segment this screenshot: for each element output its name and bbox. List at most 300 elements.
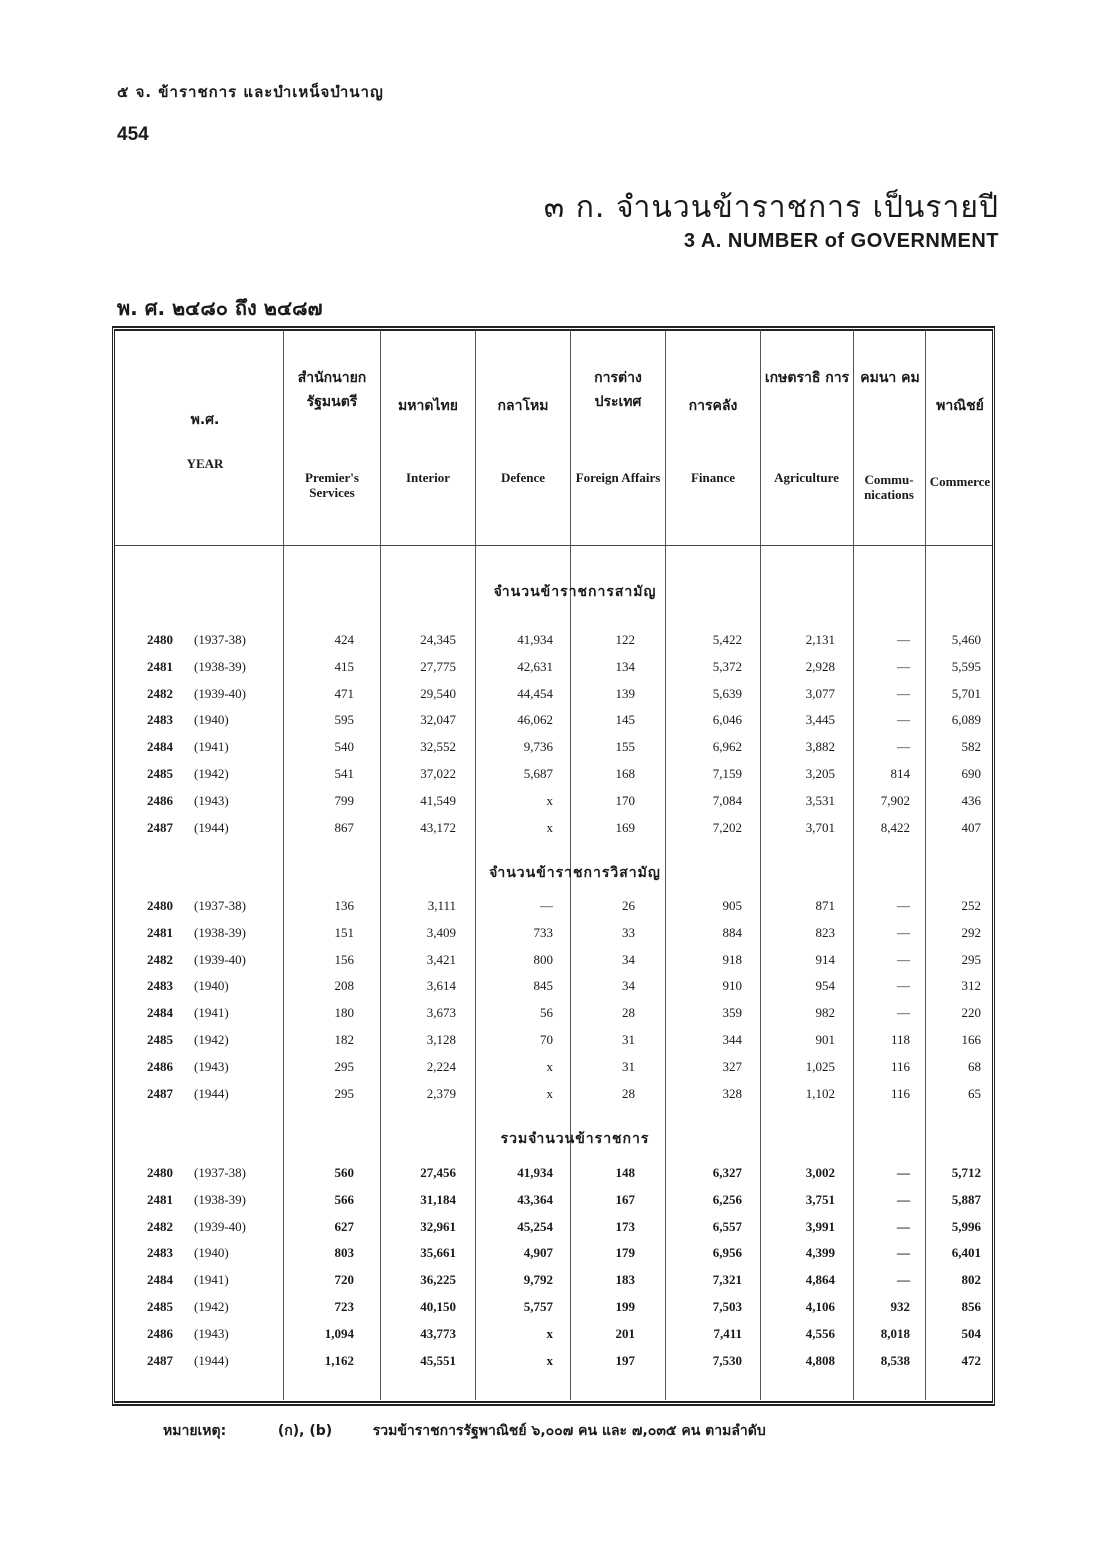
table-cell: 5,757 [523, 1299, 553, 1314]
table-cell: 910 [722, 978, 742, 993]
table-cell: 5,460 [951, 632, 981, 647]
table-cell: 6,256 [712, 1192, 742, 1207]
table-cell: 4,106 [805, 1299, 835, 1314]
table-cell: 32,961 [420, 1219, 456, 1234]
year-ce: (1942) [194, 1299, 229, 1314]
column-header-thai: คมนา คม [860, 370, 920, 386]
table-cell: 5,996 [951, 1219, 981, 1234]
table-cell: 690 [961, 766, 981, 781]
column-header-english: Agriculture [774, 470, 839, 485]
table-cell: 407 [961, 820, 981, 835]
table-title-english: 3 A. NUMBER of GOVERNMENT [683, 230, 999, 252]
table-cell: 44,454 [517, 686, 553, 701]
table-cell: 871 [815, 898, 835, 913]
table-cell: 845 [533, 978, 553, 993]
year-be: 2487 [147, 820, 173, 835]
table-cell: — [897, 898, 910, 913]
year-ce: (1942) [194, 766, 229, 781]
table-cell: 5,372 [712, 659, 742, 674]
table-cell: 7,411 [713, 1326, 742, 1341]
year-ce: (1943) [194, 1059, 229, 1074]
table-cell: 472 [961, 1353, 981, 1368]
table-cell: 3,111 [427, 898, 456, 913]
table-cell: — [897, 925, 910, 940]
year-ce: (1939-40) [194, 686, 246, 701]
year-be: 2484 [147, 1272, 173, 1287]
table-cell: 4,808 [805, 1353, 835, 1368]
table-cell: — [897, 1192, 910, 1207]
table-cell: 27,456 [420, 1165, 456, 1180]
table-cell: 34 [622, 952, 635, 967]
table-cell: 31,184 [420, 1192, 456, 1207]
table-cell: 723 [334, 1299, 354, 1314]
table-cell: 145 [615, 712, 635, 727]
table-cell: 2,224 [426, 1059, 456, 1074]
table-cell: x [546, 1086, 553, 1101]
table-cell: 7,902 [880, 793, 910, 808]
table-cell: 156 [334, 952, 354, 967]
year-be: 2487 [147, 1353, 173, 1368]
table-cell: 328 [722, 1086, 742, 1101]
table-row [115, 1165, 992, 1185]
column-rule [853, 330, 854, 1400]
table-cell: 2,379 [426, 1086, 456, 1101]
table-cell: 436 [961, 793, 981, 808]
table-cell: 8,422 [880, 820, 910, 835]
page-number: 454 [117, 124, 149, 145]
table-cell: 3,077 [805, 686, 835, 701]
table-cell: 3,673 [426, 1005, 456, 1020]
year-be: 2485 [147, 1032, 173, 1047]
year-ce: (1944) [194, 1086, 229, 1101]
table-cell: — [897, 712, 910, 727]
table-cell: 179 [615, 1245, 635, 1260]
year-be: 2484 [147, 739, 173, 754]
table-cell: 982 [815, 1005, 835, 1020]
table-cell: 122 [615, 632, 635, 647]
table-cell: 28 [622, 1086, 635, 1101]
table-row [115, 1219, 992, 1239]
table-cell: 29,540 [420, 686, 456, 701]
table-row [115, 739, 992, 759]
table-cell: — [897, 659, 910, 674]
year-be: 2482 [147, 686, 173, 701]
table-cell: 169 [615, 820, 635, 835]
year-be: 2482 [147, 952, 173, 967]
year-ce: (1938-39) [194, 659, 246, 674]
table-cell: x [546, 1326, 553, 1341]
table-row [115, 1272, 992, 1292]
table-cell: 183 [615, 1272, 635, 1287]
column-rule [760, 330, 761, 1400]
column-header-english: Premier's Services [305, 470, 359, 500]
table-cell: — [897, 1245, 910, 1260]
table-cell: 139 [615, 686, 635, 701]
section-title-special: จำนวนข้าราชการวิสามัญ [489, 865, 661, 881]
table-cell: — [897, 1272, 910, 1287]
table-cell: 9,736 [523, 739, 553, 754]
table-cell: 8,538 [880, 1353, 910, 1368]
year-ce: (1941) [194, 1005, 229, 1020]
running-head: ๕ จ. ข้าราชการ และบำเหน็จบำนาญ [117, 83, 384, 101]
table-cell: 6,557 [712, 1219, 742, 1234]
table-row [115, 712, 992, 732]
table-cell: 312 [961, 978, 981, 993]
table-row [115, 1059, 992, 1079]
table-cell: 1,162 [324, 1353, 354, 1368]
table-row [115, 1326, 992, 1346]
year-be: 2486 [147, 1059, 173, 1074]
section-title-total: รวมจำนวนข้าราชการ [500, 1131, 650, 1147]
table-cell: 3,128 [426, 1032, 456, 1047]
table-cell: — [897, 952, 910, 967]
column-rule [380, 330, 381, 1400]
column-header-english: Finance [690, 470, 736, 485]
table-row [115, 632, 992, 652]
table-cell: 252 [961, 898, 981, 913]
table-cell: 6,962 [712, 739, 742, 754]
table-cell: 41,549 [420, 793, 456, 808]
column-header-thai: สำนักนายก รัฐมนตรี [297, 370, 367, 410]
table-cell: 32,552 [420, 739, 456, 754]
year-ce: (1937-38) [194, 898, 246, 913]
table-cell: — [897, 1165, 910, 1180]
table-row [115, 978, 992, 998]
table-cell: 541 [334, 766, 354, 781]
column-header-thai: พาณิชย์ [936, 398, 984, 414]
table-cell: 932 [890, 1299, 910, 1314]
table-cell: 803 [334, 1245, 354, 1260]
column-header-english: Commerce [929, 474, 991, 489]
table-cell: 3,701 [805, 820, 835, 835]
table-cell: 359 [722, 1005, 742, 1020]
table-cell: 327 [722, 1059, 742, 1074]
year-be: 2486 [147, 1326, 173, 1341]
column-rule [283, 330, 284, 1400]
year-ce: (1937-38) [194, 1165, 246, 1180]
table-cell: 1,094 [324, 1326, 354, 1341]
table-cell: 627 [334, 1219, 354, 1234]
table-row [115, 820, 992, 840]
table-cell: 37,022 [420, 766, 456, 781]
table-cell: 197 [615, 1353, 635, 1368]
year-ce: (1938-39) [194, 1192, 246, 1207]
table-cell: 905 [722, 898, 742, 913]
table-cell: 424 [334, 632, 354, 647]
table-cell: 954 [815, 978, 835, 993]
year-be: 2485 [147, 1299, 173, 1314]
header-separator [115, 545, 992, 546]
table-row [115, 1086, 992, 1106]
table-cell: 3,531 [805, 793, 835, 808]
column-header-english: Commu- nications [864, 472, 914, 502]
table-cell: 3,751 [805, 1192, 835, 1207]
table-cell: 41,934 [517, 632, 553, 647]
year-ce: (1941) [194, 739, 229, 754]
table-cell: 6,089 [951, 712, 981, 727]
table-cell: 43,773 [420, 1326, 456, 1341]
year-header-english: YEAR [186, 456, 224, 471]
table-cell: 415 [334, 659, 354, 674]
year-ce: (1939-40) [194, 952, 246, 967]
table-cell: 170 [615, 793, 635, 808]
column-header-english: Foreign Affairs [575, 470, 661, 485]
table-cell: 3,445 [805, 712, 835, 727]
table-cell: 40,150 [420, 1299, 456, 1314]
table-cell: — [897, 632, 910, 647]
table-cell: 914 [815, 952, 835, 967]
column-header-thai: การต่าง ประเทศ [594, 370, 642, 410]
table-cell: 292 [961, 925, 981, 940]
table-row [115, 659, 992, 679]
table-cell: 7,159 [712, 766, 742, 781]
table-cell: x [546, 793, 553, 808]
table-cell: 802 [961, 1272, 981, 1287]
table-cell: 733 [533, 925, 553, 940]
table-cell: 36,225 [420, 1272, 456, 1287]
table-cell: 4,907 [523, 1245, 553, 1260]
table-cell: 173 [615, 1219, 635, 1234]
table-cell: 28 [622, 1005, 635, 1020]
table-cell: x [546, 820, 553, 835]
table-cell: 27,775 [420, 659, 456, 674]
table-cell: 33 [622, 925, 635, 940]
table-cell: 918 [722, 952, 742, 967]
year-ce: (1944) [194, 1353, 229, 1368]
table-cell: 560 [334, 1165, 354, 1180]
year-be: 2487 [147, 1086, 173, 1101]
year-be: 2480 [147, 1165, 173, 1180]
table-cell: 2,928 [805, 659, 835, 674]
table-cell: 295 [961, 952, 981, 967]
column-header-thai: กลาโหม [497, 398, 549, 414]
table-cell: 180 [334, 1005, 354, 1020]
year-be: 2482 [147, 1219, 173, 1234]
table-cell: — [897, 978, 910, 993]
table-cell: 182 [334, 1032, 354, 1047]
table-row [115, 952, 992, 972]
table-cell: 799 [334, 793, 354, 808]
table-row [115, 766, 992, 786]
table-cell: 4,556 [805, 1326, 835, 1341]
table-cell: 867 [334, 820, 354, 835]
footnote [163, 1420, 766, 1442]
table-cell: 65 [968, 1086, 981, 1101]
table-cell: 823 [815, 925, 835, 940]
table-cell: 3,421 [426, 952, 456, 967]
year-ce: (1942) [194, 1032, 229, 1047]
footnote-label: หมายเหตุ: [163, 1423, 227, 1439]
table-cell: 70 [540, 1032, 553, 1047]
table-cell: 5,887 [951, 1192, 981, 1207]
table-cell: 566 [334, 1192, 354, 1207]
table-cell: 814 [890, 766, 910, 781]
table-cell: 208 [334, 978, 354, 993]
table-cell: 471 [334, 686, 354, 701]
table-cell: 9,792 [523, 1272, 553, 1287]
year-be: 2480 [147, 898, 173, 913]
column-header-english: Defence [500, 470, 546, 485]
table-cell: 800 [533, 952, 553, 967]
table-cell: 3,882 [805, 739, 835, 754]
year-ce: (1940) [194, 978, 229, 993]
section-title-ordinary: จำนวนข้าราชการสามัญ [493, 584, 657, 600]
table-title-thai: ๓ ก. จำนวนข้าราชการ เป็นรายปี [543, 190, 999, 225]
table-cell: 220 [961, 1005, 981, 1020]
year-header-thai: พ.ศ. [190, 412, 220, 428]
table-cell: — [897, 686, 910, 701]
table-cell: 45,551 [420, 1353, 456, 1368]
table-cell: 6,046 [712, 712, 742, 727]
table-cell: 5,712 [951, 1165, 981, 1180]
table-cell: — [897, 1219, 910, 1234]
year-be: 2481 [147, 925, 173, 940]
table-cell: 884 [722, 925, 742, 940]
table-cell: 116 [890, 1086, 910, 1101]
table-row [115, 1299, 992, 1319]
table-cell: 1,102 [805, 1086, 835, 1101]
table-cell: 2,131 [805, 632, 835, 647]
table-cell: 43,364 [517, 1192, 553, 1207]
table-cell: 720 [334, 1272, 354, 1287]
table-cell: 5,595 [951, 659, 981, 674]
table-cell: 31 [622, 1032, 635, 1047]
table-cell: 116 [890, 1059, 910, 1074]
table-cell: 5,422 [712, 632, 742, 647]
table-cell: 7,202 [712, 820, 742, 835]
table-row [115, 1032, 992, 1052]
year-be: 2485 [147, 766, 173, 781]
table-cell: x [546, 1353, 553, 1368]
table-cell: 8,018 [880, 1326, 910, 1341]
table-cell: 31 [622, 1059, 635, 1074]
table-cell: 295 [334, 1086, 354, 1101]
table-cell: 45,254 [517, 1219, 553, 1234]
year-ce: (1938-39) [194, 925, 246, 940]
table-row [115, 1192, 992, 1212]
year-be: 2481 [147, 659, 173, 674]
table-cell: 167 [615, 1192, 635, 1207]
year-ce: (1943) [194, 793, 229, 808]
year-be: 2483 [147, 1245, 173, 1260]
table-cell: 4,399 [805, 1245, 835, 1260]
table-cell: 24,345 [420, 632, 456, 647]
table-cell: 540 [334, 739, 354, 754]
table-row [115, 686, 992, 706]
year-ce: (1940) [194, 1245, 229, 1260]
year-ce: (1943) [194, 1326, 229, 1341]
table-cell: — [897, 1005, 910, 1020]
table-cell: 148 [615, 1165, 635, 1180]
table-cell: 504 [961, 1326, 981, 1341]
year-ce: (1937-38) [194, 632, 246, 647]
table-cell: — [897, 739, 910, 754]
table-cell: 7,084 [712, 793, 742, 808]
column-rule [925, 330, 926, 1400]
table-row [115, 1005, 992, 1025]
table-cell: 6,327 [712, 1165, 742, 1180]
table-cell: 3,409 [426, 925, 456, 940]
table-cell: 1,025 [805, 1059, 835, 1074]
year-ce: (1939-40) [194, 1219, 246, 1234]
table-cell: 5,639 [712, 686, 742, 701]
table-cell: 3,002 [805, 1165, 835, 1180]
table-cell: 155 [615, 739, 635, 754]
table-row [115, 898, 992, 918]
table-cell: — [540, 898, 553, 913]
table-cell: 5,687 [523, 766, 553, 781]
table-row [115, 925, 992, 945]
column-header-thai: มหาดไทย [398, 398, 458, 414]
table-cell: 3,991 [805, 1219, 835, 1234]
table-cell: 134 [615, 659, 635, 674]
table-cell: 4,864 [805, 1272, 835, 1287]
footnote-marks: (ก), (b) [277, 1423, 333, 1439]
table-row [115, 793, 992, 813]
table-cell: 3,205 [805, 766, 835, 781]
table-cell: 43,172 [420, 820, 456, 835]
table-cell: 56 [540, 1005, 553, 1020]
table-cell: 199 [615, 1299, 635, 1314]
year-ce: (1940) [194, 712, 229, 727]
table-cell: 35,661 [420, 1245, 456, 1260]
table-cell: 7,321 [712, 1272, 742, 1287]
column-header-thai: การคลัง [688, 398, 738, 414]
table-cell: 344 [722, 1032, 742, 1047]
table-cell: 5,701 [951, 686, 981, 701]
table-cell: 201 [615, 1326, 635, 1341]
table-cell: 3,614 [426, 978, 456, 993]
column-header-english: Interior [405, 470, 451, 485]
table-cell: 595 [334, 712, 354, 727]
table-cell: 856 [961, 1299, 981, 1314]
table-cell: 7,530 [712, 1353, 742, 1368]
table-cell: 151 [334, 925, 354, 940]
table-cell: 32,047 [420, 712, 456, 727]
period-label: พ. ศ. ๒๔๘๐ ถึง ๒๔๘๗ [117, 296, 323, 320]
table-cell: 46,062 [517, 712, 553, 727]
table-cell: 136 [334, 898, 354, 913]
column-header-thai: เกษตราธิ การ [764, 370, 850, 386]
table-cell: 41,934 [517, 1165, 553, 1180]
year-be: 2480 [147, 632, 173, 647]
year-ce: (1944) [194, 820, 229, 835]
table-cell: 6,956 [712, 1245, 742, 1260]
table-cell: 68 [968, 1059, 981, 1074]
year-be: 2484 [147, 1005, 173, 1020]
table-cell: 901 [815, 1032, 835, 1047]
table-row [115, 1353, 992, 1373]
year-be: 2481 [147, 1192, 173, 1207]
table-cell: 6,401 [951, 1245, 981, 1260]
table-row [115, 1245, 992, 1265]
table-cell: x [546, 1059, 553, 1074]
table-cell: 295 [334, 1059, 354, 1074]
footnote-text: รวมข้าราชการรัฐพาณิชย์ ๖,๐๐๗ คน และ ๗,๐๓๕ คน ตามลำดับ [372, 1423, 766, 1439]
table-cell: 42,631 [517, 659, 553, 674]
table-cell: 26 [622, 898, 635, 913]
year-be: 2483 [147, 712, 173, 727]
table-cell: 166 [961, 1032, 981, 1047]
table-cell: 7,503 [712, 1299, 742, 1314]
table-cell: 582 [961, 739, 981, 754]
year-ce: (1941) [194, 1272, 229, 1287]
year-be: 2483 [147, 978, 173, 993]
year-be: 2486 [147, 793, 173, 808]
table-cell: 168 [615, 766, 635, 781]
table-cell: 118 [890, 1032, 910, 1047]
table-cell: 34 [622, 978, 635, 993]
